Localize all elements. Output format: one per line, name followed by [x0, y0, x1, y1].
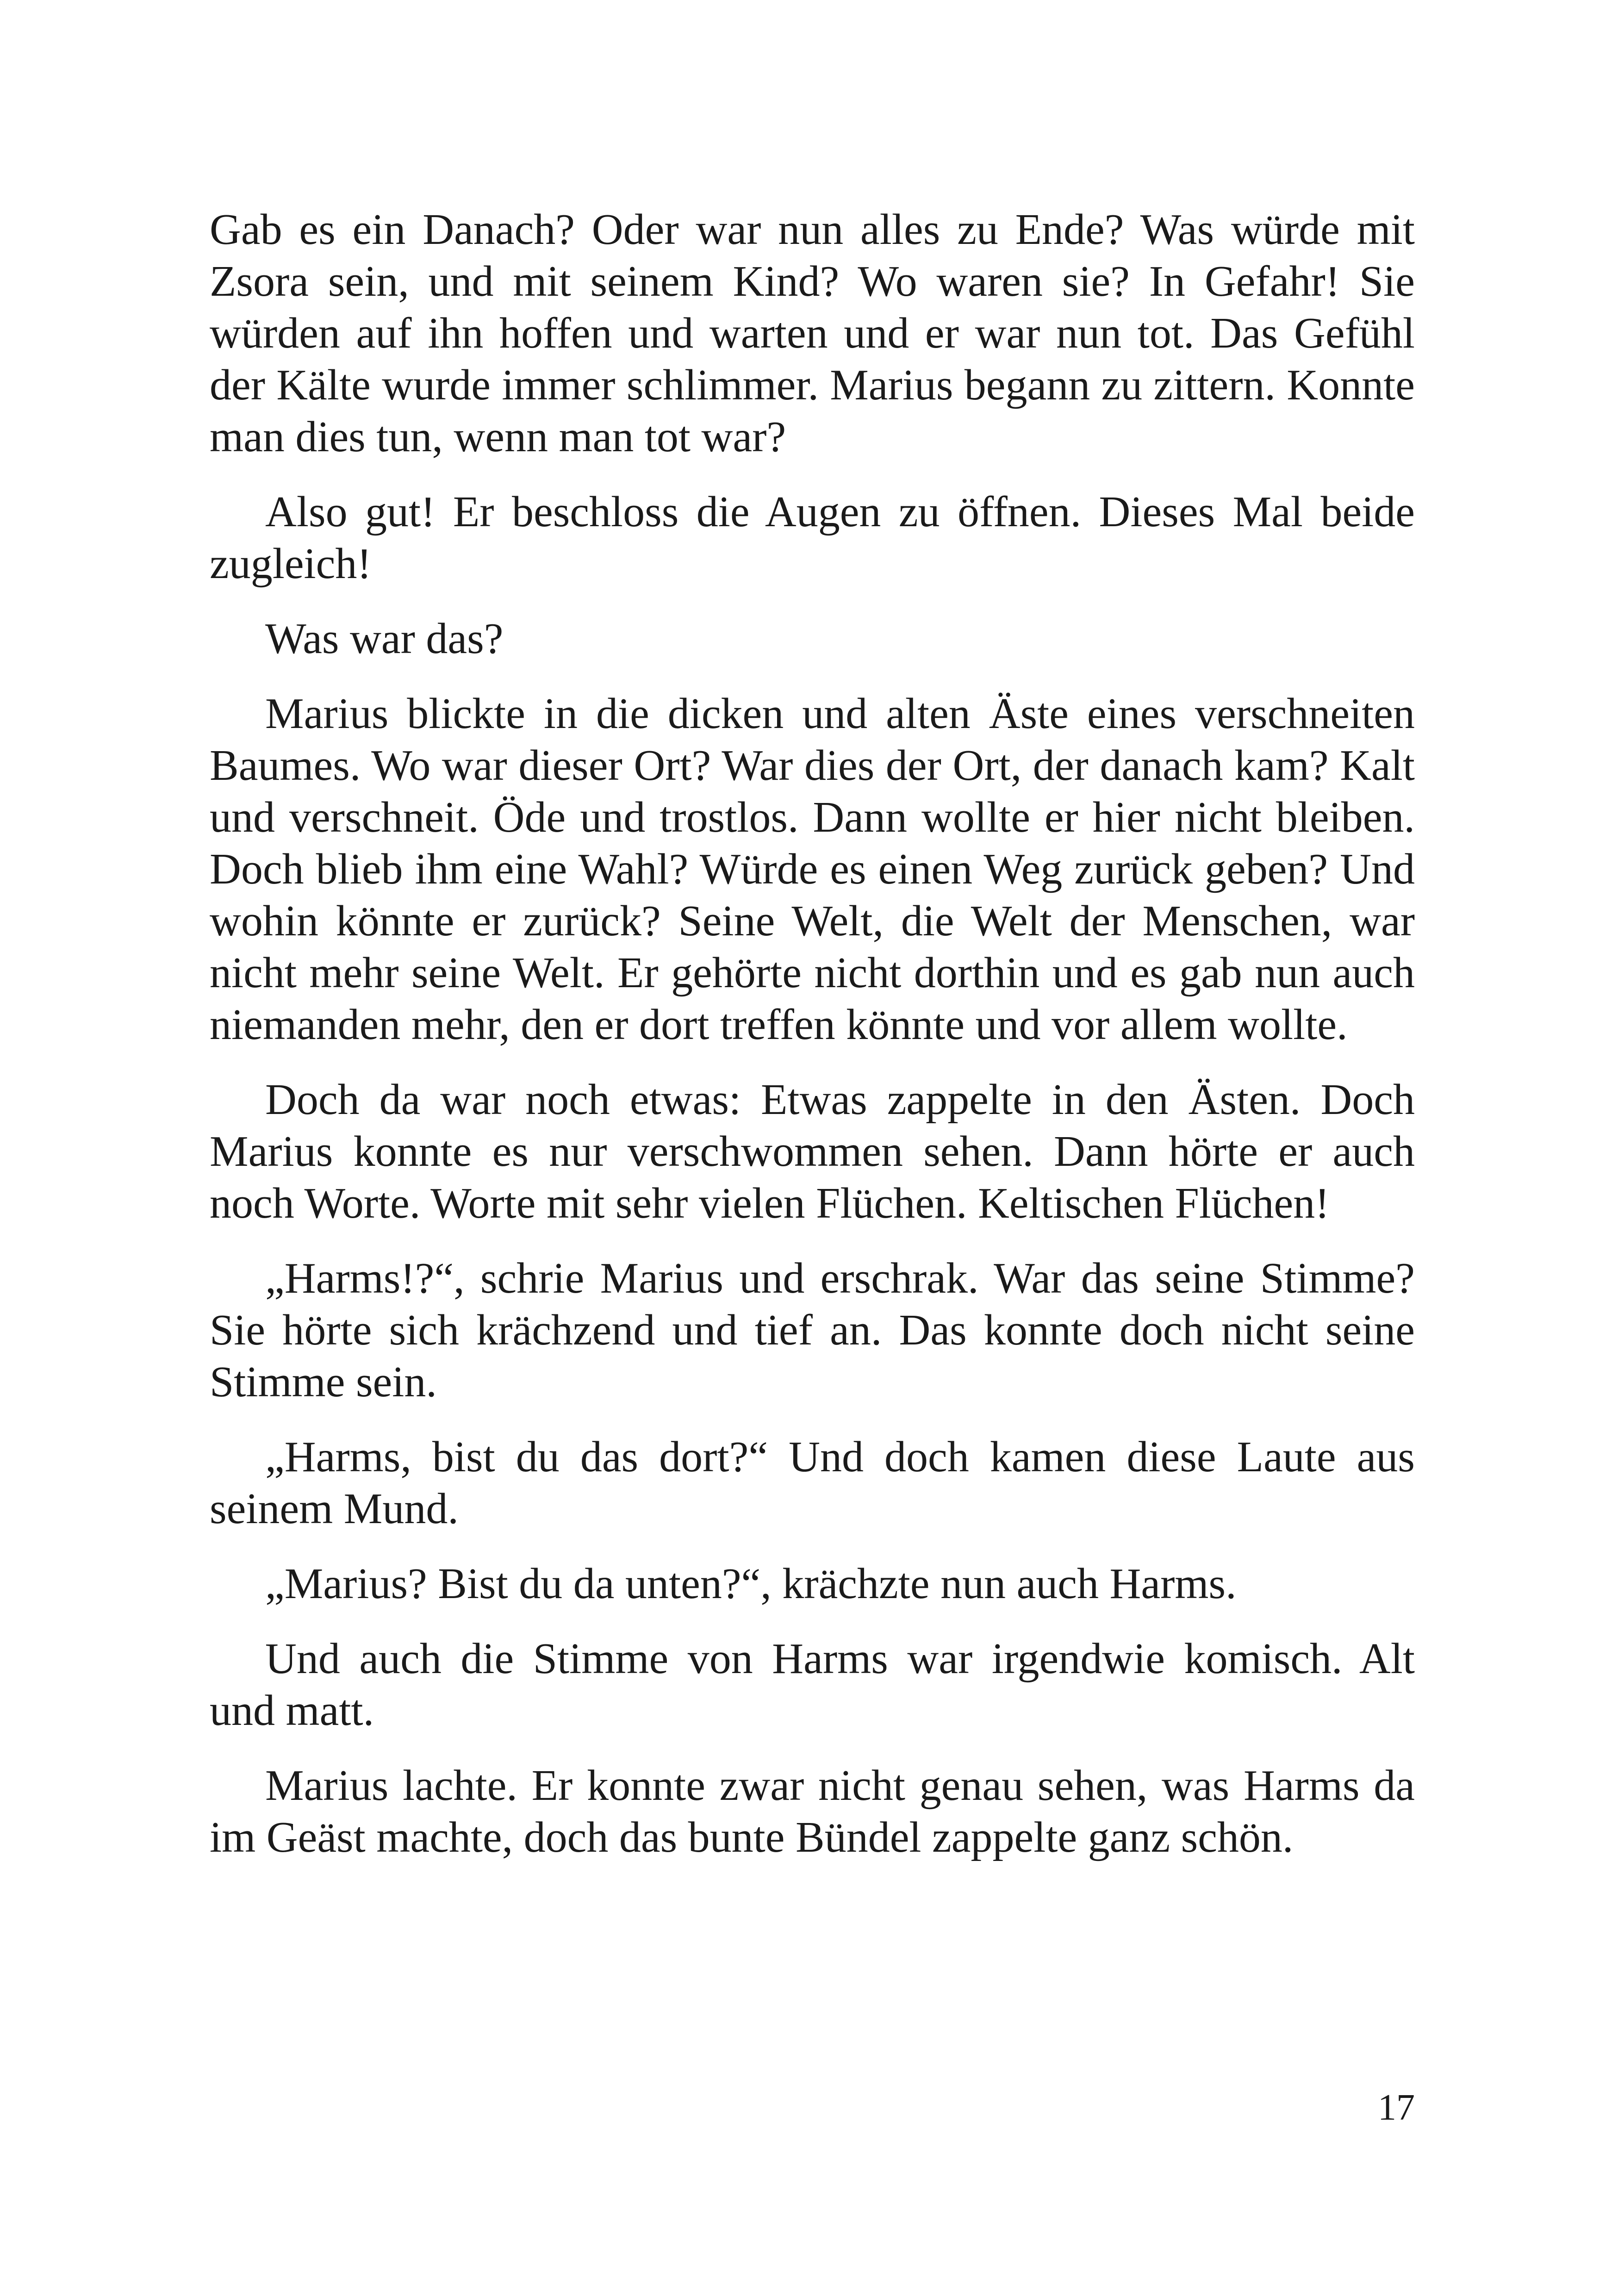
page-body [210, 204, 1415, 1863]
paragraph-1: Gab es ein Danach? Oder war nun alles zu Ende? Was würde mit Zsora sein, und mit seinem Kind? Wo waren sie? In Gefahr! Sie würden auf ihn hoffen und warten und er war nun tot. Das Gefühl der Kälte wurde immer schlimmer. Marius begann zu zittern. Konnte man dies tun, wenn man tot war? [210, 205, 1415, 461]
paragraph-6: „Harms!?“, schrie Marius und erschrak. War das seine Stimme? Sie hörte sich krächzend und tief an. Das konnte doch nicht seine Stimme sein. [210, 1254, 1415, 1406]
paragraph-8: „Marius? Bist du da unten?“, krächzte nun auch Harms. [265, 1560, 1237, 1608]
page-number: 17 [1378, 2087, 1415, 2128]
paragraph-4: Marius blickte in die dicken und alten Äste eines verschneiten Baumes. Wo war dieser Ort? War dies der Ort, der danach kam? Kalt und verschneit. Öde und trostlos. Dann wollte er hier nicht bleiben. Doch blieb ihm eine Wahl? Würde es einen Weg zurück geben? Und wohin könnte er zurück? Seine Welt, die Welt der Menschen, war nicht mehr seine Welt. Er gehörte nicht dorthin und es gab nun auch niemanden mehr, den er dort treffen könnte und vor allem wollte. [210, 690, 1415, 1049]
paragraph-3: Was war das? [265, 615, 504, 663]
paragraph-2: Also gut! Er beschloss die Augen zu öffnen. Dieses Mal beide zugleich! [210, 488, 1415, 588]
paragraph-7: „Harms, bist du das dort?“ Und doch kamen diese Laute aus seinem Mund. [210, 1433, 1415, 1533]
paragraph-10: Marius lachte. Er konnte zwar nicht genau sehen, was Harms da im Geäst machte, doch das bunte Bündel zappelte ganz schön. [210, 1761, 1415, 1861]
paragraph-9: Und auch die Stimme von Harms war irgendwie komisch. Alt und matt. [210, 1635, 1415, 1735]
paragraph-5: Doch da war noch etwas: Etwas zappelte in den Ästen. Doch Marius konnte es nur verschwommen sehen. Dann hörte er auch noch Worte. Worte mit sehr vielen Flüchen. Keltischen Flüchen! [210, 1076, 1415, 1227]
